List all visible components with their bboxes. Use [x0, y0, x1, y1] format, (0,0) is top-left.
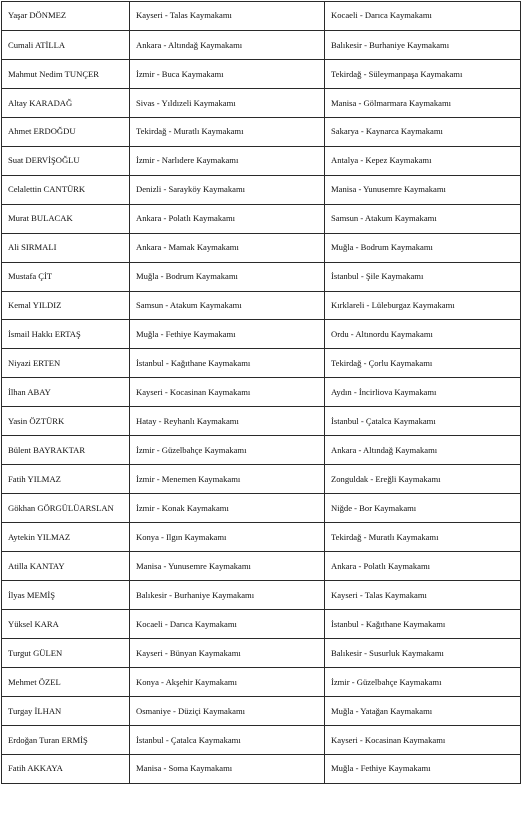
person-name-cell: Mustafa ÇİT [2, 262, 130, 291]
current-post-cell: Samsun - Atakum Kaymakamı [130, 291, 325, 320]
person-name-cell: Murat BULACAK [2, 204, 130, 233]
appointments-table [1, 1, 521, 784]
person-name-cell: İlyas MEMİŞ [2, 581, 130, 610]
new-post-cell: Ankara - Polatlı Kaymakamı [325, 552, 521, 581]
table-row [2, 494, 521, 523]
person-name-cell: Erdoğan Turan ERMİŞ [2, 725, 130, 754]
person-name-cell: Fatih YILMAZ [2, 465, 130, 494]
current-post-cell: Kocaeli - Darıca Kaymakamı [130, 610, 325, 639]
table-row [2, 175, 521, 204]
current-post-cell: İzmir - Narlıdere Kaymakamı [130, 146, 325, 175]
new-post-cell: İzmir - Güzelbahçe Kaymakamı [325, 667, 521, 696]
person-name-cell: Altay KARADAĞ [2, 88, 130, 117]
person-name-cell: Ahmet ERDOĞDU [2, 117, 130, 146]
new-post-cell: Ordu - Altınordu Kaymakamı [325, 320, 521, 349]
new-post-cell: Antalya - Kepez Kaymakamı [325, 146, 521, 175]
current-post-cell: Denizli - Sarayköy Kaymakamı [130, 175, 325, 204]
person-name-cell: Suat DERVİŞOĞLU [2, 146, 130, 175]
new-post-cell: İstanbul - Kağıthane Kaymakamı [325, 610, 521, 639]
current-post-cell: İstanbul - Çatalca Kaymakamı [130, 725, 325, 754]
current-post-cell: İzmir - Konak Kaymakamı [130, 494, 325, 523]
new-post-cell: İstanbul - Çatalca Kaymakamı [325, 407, 521, 436]
table-row [2, 407, 521, 436]
new-post-cell: Manisa - Yunusemre Kaymakamı [325, 175, 521, 204]
table-row [2, 291, 521, 320]
person-name-cell: Mehmet ÖZEL [2, 667, 130, 696]
table-row [2, 523, 521, 552]
current-post-cell: Osmaniye - Düziçi Kaymakamı [130, 696, 325, 725]
new-post-cell: Samsun - Atakum Kaymakamı [325, 204, 521, 233]
current-post-cell: Balıkesir - Burhaniye Kaymakamı [130, 581, 325, 610]
current-post-cell: Muğla - Fethiye Kaymakamı [130, 320, 325, 349]
new-post-cell: Zonguldak - Ereğli Kaymakamı [325, 465, 521, 494]
new-post-cell: Muğla - Fethiye Kaymakamı [325, 754, 521, 783]
person-name-cell: İsmail Hakkı ERTAŞ [2, 320, 130, 349]
new-post-cell: Ankara - Altındağ Kaymakamı [325, 436, 521, 465]
new-post-cell: Balıkesir - Susurluk Kaymakamı [325, 638, 521, 667]
table-row [2, 696, 521, 725]
table-row [2, 117, 521, 146]
current-post-cell: Hatay - Reyhanlı Kaymakamı [130, 407, 325, 436]
new-post-cell: Aydın - İncirliova Kaymakamı [325, 378, 521, 407]
current-post-cell: Manisa - Yunusemre Kaymakamı [130, 552, 325, 581]
person-name-cell: İlhan ABAY [2, 378, 130, 407]
table-row [2, 88, 521, 117]
new-post-cell: Kocaeli - Darıca Kaymakamı [325, 2, 521, 31]
new-post-cell: Manisa - Gölmarmara Kaymakamı [325, 88, 521, 117]
person-name-cell: Niyazi ERTEN [2, 349, 130, 378]
table-row [2, 725, 521, 754]
new-post-cell: İstanbul - Şile Kaymakamı [325, 262, 521, 291]
current-post-cell: Kayseri - Kocasinan Kaymakamı [130, 378, 325, 407]
current-post-cell: Konya - Ilgın Kaymakamı [130, 523, 325, 552]
current-post-cell: Kayseri - Bünyan Kaymakamı [130, 638, 325, 667]
new-post-cell: Kırklareli - Lüleburgaz Kaymakamı [325, 291, 521, 320]
current-post-cell: İzmir - Buca Kaymakamı [130, 59, 325, 88]
current-post-cell: Ankara - Mamak Kaymakamı [130, 233, 325, 262]
new-post-cell: Tekirdağ - Çorlu Kaymakamı [325, 349, 521, 378]
table-row [2, 146, 521, 175]
person-name-cell: Fatih AKKAYA [2, 754, 130, 783]
table-row [2, 2, 521, 31]
table-row [2, 436, 521, 465]
person-name-cell: Yüksel KARA [2, 610, 130, 639]
person-name-cell: Yasin ÖZTÜRK [2, 407, 130, 436]
new-post-cell: Niğde - Bor Kaymakamı [325, 494, 521, 523]
new-post-cell: Sakarya - Kaynarca Kaymakamı [325, 117, 521, 146]
table-row [2, 59, 521, 88]
person-name-cell: Gökhan GÖRGÜLÜARSLAN [2, 494, 130, 523]
new-post-cell: Muğla - Yatağan Kaymakamı [325, 696, 521, 725]
table-row [2, 262, 521, 291]
table-row [2, 638, 521, 667]
table-row [2, 552, 521, 581]
table-row [2, 320, 521, 349]
person-name-cell: Yaşar DÖNMEZ [2, 2, 130, 31]
new-post-cell: Tekirdağ - Süleymanpaşa Kaymakamı [325, 59, 521, 88]
new-post-cell: Balıkesir - Burhaniye Kaymakamı [325, 30, 521, 59]
table-row [2, 30, 521, 59]
person-name-cell: Atilla KANTAY [2, 552, 130, 581]
person-name-cell: Cumali ATİLLA [2, 30, 130, 59]
table-row [2, 204, 521, 233]
person-name-cell: Aytekin YILMAZ [2, 523, 130, 552]
current-post-cell: Kayseri - Talas Kaymakamı [130, 2, 325, 31]
current-post-cell: Muğla - Bodrum Kaymakamı [130, 262, 325, 291]
table-row [2, 581, 521, 610]
person-name-cell: Ali SIRMALI [2, 233, 130, 262]
person-name-cell: Turgay İLHAN [2, 696, 130, 725]
new-post-cell: Muğla - Bodrum Kaymakamı [325, 233, 521, 262]
current-post-cell: Tekirdağ - Muratlı Kaymakamı [130, 117, 325, 146]
person-name-cell: Bülent BAYRAKTAR [2, 436, 130, 465]
person-name-cell: Kemal YILDIZ [2, 291, 130, 320]
current-post-cell: Konya - Akşehir Kaymakamı [130, 667, 325, 696]
table-row [2, 610, 521, 639]
table-row [2, 349, 521, 378]
current-post-cell: Manisa - Soma Kaymakamı [130, 754, 325, 783]
table-row [2, 378, 521, 407]
person-name-cell: Mahmut Nedim TUNÇER [2, 59, 130, 88]
appointments-table-body [2, 2, 521, 784]
new-post-cell: Tekirdağ - Muratlı Kaymakamı [325, 523, 521, 552]
table-row [2, 754, 521, 783]
current-post-cell: İzmir - Menemen Kaymakamı [130, 465, 325, 494]
new-post-cell: Kayseri - Talas Kaymakamı [325, 581, 521, 610]
current-post-cell: Sivas - Yıldızeli Kaymakamı [130, 88, 325, 117]
person-name-cell: Turgut GÜLEN [2, 638, 130, 667]
table-row [2, 233, 521, 262]
current-post-cell: İstanbul - Kağıthane Kaymakamı [130, 349, 325, 378]
current-post-cell: Ankara - Altındağ Kaymakamı [130, 30, 325, 59]
current-post-cell: İzmir - Güzelbahçe Kaymakamı [130, 436, 325, 465]
current-post-cell: Ankara - Polatlı Kaymakamı [130, 204, 325, 233]
table-row [2, 465, 521, 494]
person-name-cell: Celalettin CANTÜRK [2, 175, 130, 204]
new-post-cell: Kayseri - Kocasinan Kaymakamı [325, 725, 521, 754]
table-row [2, 667, 521, 696]
